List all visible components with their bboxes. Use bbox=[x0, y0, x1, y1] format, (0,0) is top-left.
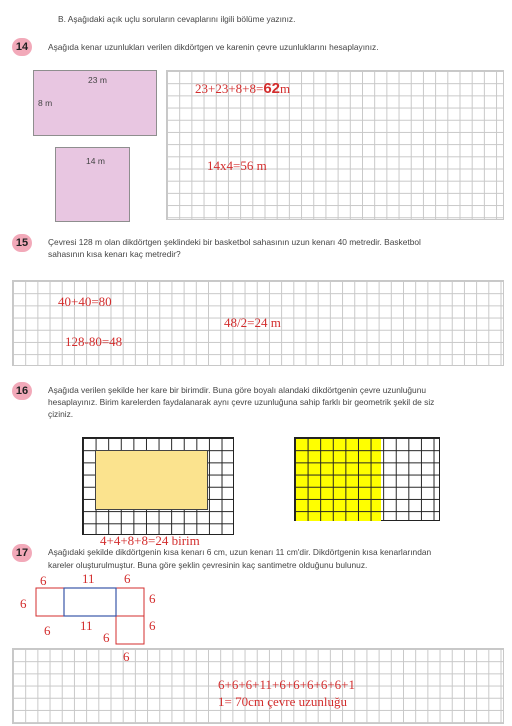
right-square bbox=[116, 588, 144, 616]
work-15-line3: 128-80=48 bbox=[65, 334, 123, 349]
label-17-a: 6 bbox=[40, 573, 47, 588]
work-15-line1: 40+40=80 bbox=[58, 294, 112, 309]
question-number-14: 14 bbox=[12, 38, 32, 56]
left-square bbox=[36, 588, 64, 616]
label-17-i: 6 bbox=[103, 630, 110, 645]
square-side-label: 14 m bbox=[86, 156, 105, 166]
label-17-g: 11 bbox=[80, 618, 93, 633]
question-number-15: 15 bbox=[12, 234, 32, 252]
question-16-text-line3: çiziniz. bbox=[48, 409, 74, 419]
question-16-text-line1: Aşağıda verilen şekilde her kare bir birimdir. Buna göre boyalı alandaki dikdörtgenin çevre uzunluğunu bbox=[48, 385, 427, 395]
question-number-17: 17 bbox=[12, 544, 32, 562]
question-15-text-line1: Çevresi 128 m olan dikdörtgen şeklindeki bir basketbol sahasının uzun kenarı 40 metredir. Basketbol bbox=[48, 237, 421, 247]
answer-14-unit: m bbox=[280, 81, 291, 96]
answer-14-result: 62 bbox=[263, 80, 281, 97]
answer-14-square: 14x4=56 m bbox=[207, 158, 267, 173]
section-title: B. Aşağıdaki açık uçlu soruların cevaplarını ilgili bölüme yazınız. bbox=[58, 14, 296, 24]
answer-16: 4+4+8+8=24 birim bbox=[100, 533, 200, 548]
label-17-b: 11 bbox=[82, 571, 95, 586]
center-rectangle bbox=[64, 588, 116, 616]
question-17-text-line2: kareler oluşturulmuştur. Buna göre şeklin çevresinin kaç santimetre olduğunu bulunuz. bbox=[48, 560, 368, 570]
label-17-d: 6 bbox=[20, 596, 27, 611]
question-15-text-line2: sahasının kısa kenarı kaç metredir? bbox=[48, 249, 181, 259]
lower-square bbox=[116, 616, 144, 644]
rectangle-height-label: 8 m bbox=[38, 98, 53, 108]
answer-17-line2: 1= 70cm çevre uzunluğu bbox=[218, 694, 347, 709]
answer-17-line1: 6+6+6+11+6+6+6+6+6+1 bbox=[218, 677, 356, 692]
label-17-j: 6 bbox=[123, 649, 130, 664]
label-17-c: 6 bbox=[124, 571, 131, 586]
question-17-text-line1: Aşağıdaki şekilde dikdörtgenin kısa kenarı 6 cm, uzun kenarı 11 cm'dir. Dikdörtgenin kısa kenarlarından bbox=[48, 547, 432, 557]
question-number-16: 16 bbox=[12, 382, 32, 400]
rectangle-width-label: 23 m bbox=[88, 75, 107, 85]
question-16-text-line2: hesaplayınız. Birim karelerden faydalanarak aynı çevre uzunluğuna sahip farklı bir geometrik şekil de siz bbox=[48, 397, 435, 407]
label-17-h: 6 bbox=[149, 618, 156, 633]
answer-14-prefix: 23+23+8+8= bbox=[195, 81, 264, 96]
question-14-text: Aşağıda kenar uzunlukları verilen dikdörtgen ve karenin çevre uzunluklarını hesaplayınız. bbox=[48, 42, 379, 52]
work-15-line2: 48/2=24 m bbox=[224, 315, 281, 330]
label-17-f: 6 bbox=[44, 623, 51, 638]
label-17-e: 6 bbox=[149, 591, 156, 606]
